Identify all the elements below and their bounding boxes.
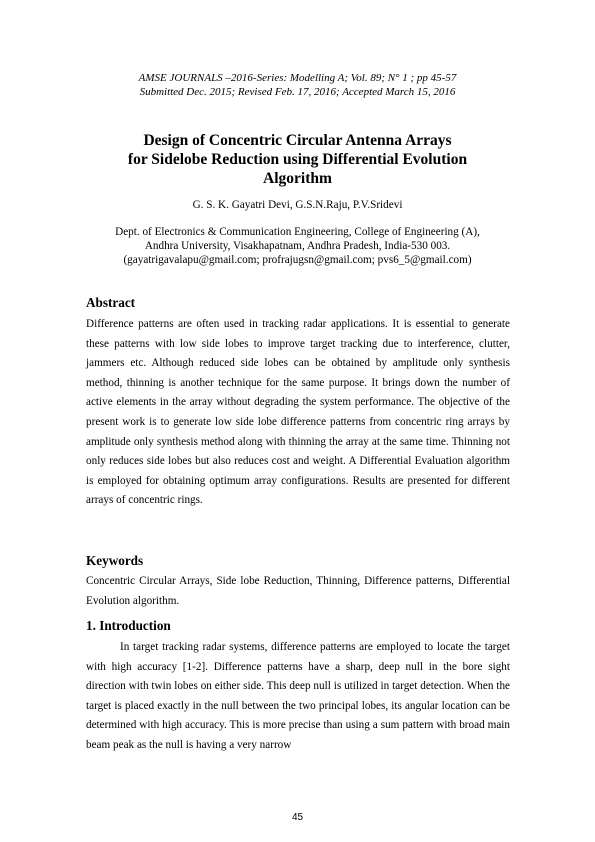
keywords-heading: Keywords xyxy=(86,553,144,568)
abstract-heading: Abstract xyxy=(86,295,136,310)
paper-title-line-2: for Sidelobe Reduction using Differential Evolution xyxy=(127,151,468,168)
introduction-text: In target tracking radar systems, difference patterns are employed to locate the target with high accuracy [1-2]. Difference patterns have a sharp, deep null in the bore sight direction with twin lobes on either side. This deep null is utilized in target detection. When the target is placed exactly in the null between the two principal lobes, its angular location can be determined with high accuracy. This is more precise than using a sum pattern with broad main beam peak as the null is having a very narrow xyxy=(86,641,510,751)
introduction-heading: 1. Introduction xyxy=(86,618,171,633)
journal-citation: AMSE JOURNALS –2016-Series: Modelling A; Vol. 89; N° 1 ; pp 45-57 xyxy=(138,72,457,84)
paper-title-line-1: Design of Concentric Circular Antenna Arrays xyxy=(143,132,452,149)
affiliation-line-1: Dept. of Electronics & Communication Engineering, College of Engineering (A), xyxy=(115,226,480,238)
paper-title-line-3: Algorithm xyxy=(263,170,332,187)
abstract-text: Difference patterns are often used in tracking radar applications. It is essential to generate these patterns with low side lobes to improve target tracking due to interference, clutter, jammers etc. Although reduced side lobes can be obtained by amplitude only synthesis method, thinning is another technique for the same purpose. It brings down the number of active elements in the array without degrading the system performance. The objective of the present work is to generate low side lobe difference patterns from concentric ring arrays by amplitude only synthesis method along with thinning the array at the same time. Thinning not only reduces side lobes but also reduces cost and weight. A Differential Evaluation algorithm is employed for obtaining optimum array configurations. Results are presented for different arrays of concentric rings. xyxy=(86,318,510,507)
affiliation-line-2: Andhra University, Visakhapatnam, Andhra Pradesh, India-530 003. xyxy=(144,240,451,252)
keywords-text: Concentric Circular Arrays, Side lobe Reduction, Thinning, Difference patterns, Differential Evolution algorithm. xyxy=(86,575,510,607)
submission-dates: Submitted Dec. 2015; Revised Feb. 17, 2016; Accepted March 15, 2016 xyxy=(139,86,456,98)
page-number: 45 xyxy=(291,812,304,823)
author-list: G. S. K. Gayatri Devi, G.S.N.Raju, P.V.Sridevi xyxy=(192,199,403,211)
author-emails: (gayatrigavalapu@gmail.com; profrajugsn@gmail.com; pvs6_5@gmail.com) xyxy=(123,254,472,266)
